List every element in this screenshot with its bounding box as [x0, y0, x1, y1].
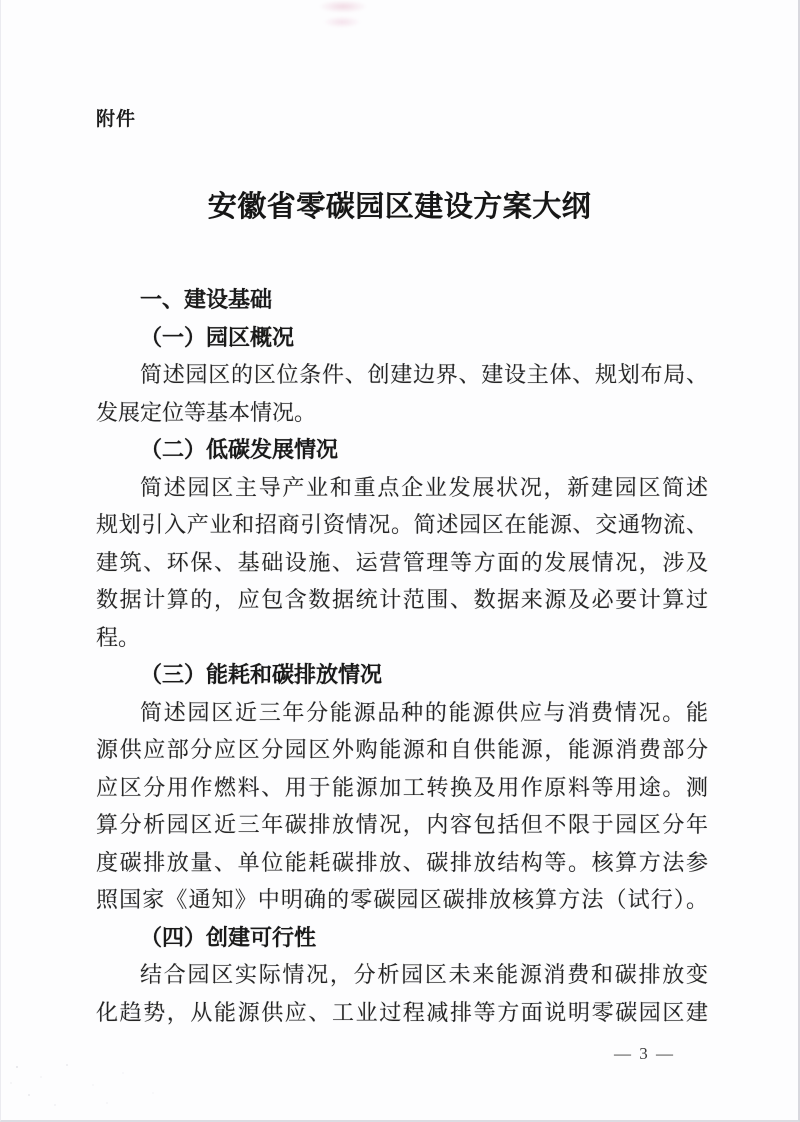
text-line: 算分析园区近三年碳排放情况，内容包括但不限于园区分年	[96, 812, 708, 837]
scan-smudge-top-2	[323, 16, 361, 28]
text-line: 简述园区的区位条件、创建边界、建设主体、规划布局、	[140, 362, 708, 387]
text-line: 建筑、环保、基础设施、运营管理等方面的发展情况，涉及	[96, 549, 708, 575]
text-line: 简述园区近三年分能源品种的能源供应与消费情况。能	[140, 699, 708, 725]
text-line: 数据计算的，应包含数据统计范围、数据来源及必要计算过	[96, 587, 708, 612]
text-line: 程。	[96, 624, 141, 650]
attachment-label: 附件	[96, 109, 137, 130]
scan-noise	[3, 1055, 193, 1115]
text-line: 简述园区主导产业和重点企业发展状况，新建园区简述	[140, 474, 708, 500]
text-line: 化趋势，从能源供应、工业过程减排等方面说明零碳园区建	[96, 999, 708, 1025]
scan-smudge-top	[319, 0, 367, 13]
text-line: 发展定位等基本情况。	[96, 399, 317, 425]
section-heading: （一）园区概况	[140, 324, 295, 350]
section-heading: 一、建设基础	[140, 287, 273, 312]
section-heading: （三）能耗和碳排放情况	[140, 662, 383, 687]
text-line: 结合园区实际情况，分析园区未来能源消费和碳排放变	[140, 962, 708, 987]
text-line: 源供应部分应区分园区外购能源和自供能源，能源消费部分	[96, 737, 708, 762]
section-heading: （四）创建可行性	[140, 924, 317, 950]
text-line: 照国家《通知》中明确的零碳园区碳排放核算方法（试行）。	[96, 887, 708, 912]
section-heading: （二）低碳发展情况	[140, 437, 339, 462]
text-line: 应区分用作燃料、用于能源加工转换及用作原料等用途。测	[96, 774, 708, 800]
document-title: 安徽省零碳园区建设方案大纲	[207, 191, 592, 223]
page-number: — 3 —	[614, 1044, 675, 1063]
document-body	[96, 281, 708, 1031]
text-line: 度碳排放量、单位能耗碳排放、碳排放结构等。核算方法参	[96, 849, 708, 875]
text-line: 规划引入产业和招商引资情况。简述园区在能源、交通物流、	[96, 512, 708, 537]
